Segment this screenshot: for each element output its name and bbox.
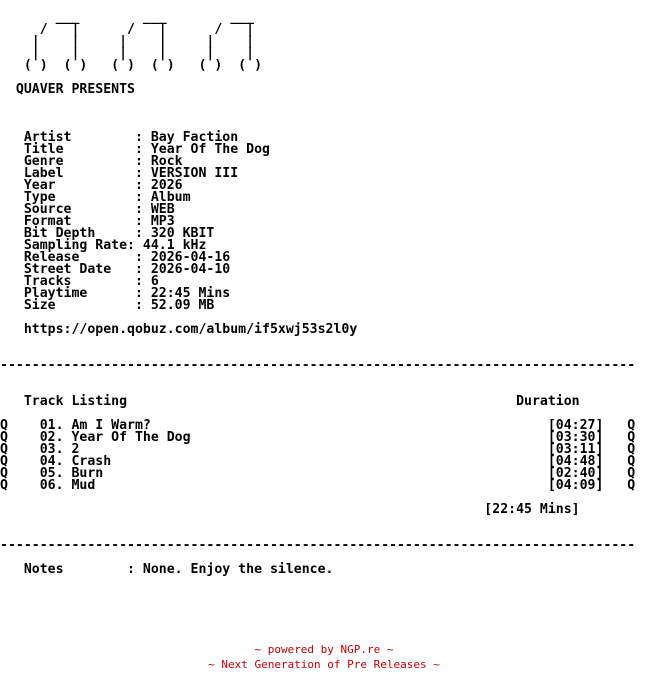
nfo-text-block: ___ ___ ___ / | / | / | | | | | | | | | | | | | ( ) ( ) ( ) ( ) ( ) ( ) QUAVER PRESENTS Artist : Bay Faction Title : Year Of The Dog Genre : Rock Label : VERSION III Year : 2026 Type : Album Source : WEB Format : MP3 Bit Depth : 320 KBIT Sampling Rate: 44.1 kHz Release : 2026-04-16 Street Date : 2026-04-10 Tracks : 6 Playtime : 22:45 Mins Size : 52.09 MB https://open.qobuz.com/album/if5xwj53s2l0y -------------------------------------------------------------------------------- Track Listing Duration Q 01. Am I Warm? [04:27] Q Q 02. Year Of The Dog [03:30] Q Q 03. 2 [03:11] Q Q 04. Crash [04:48] Q Q 05. Burn [02:40] Q Q 06. Mud [04:09] Q [22:45 Mins] -------------------------------------------------------------------------------- Notes : None. Enjoy the silence. — [0, 10, 636, 577]
powered-by-footer: ~ powered by NGP.re ~ — [254, 643, 394, 656]
tagline-footer: ~ Next Generation of Pre Releases ~ — [208, 658, 440, 671]
